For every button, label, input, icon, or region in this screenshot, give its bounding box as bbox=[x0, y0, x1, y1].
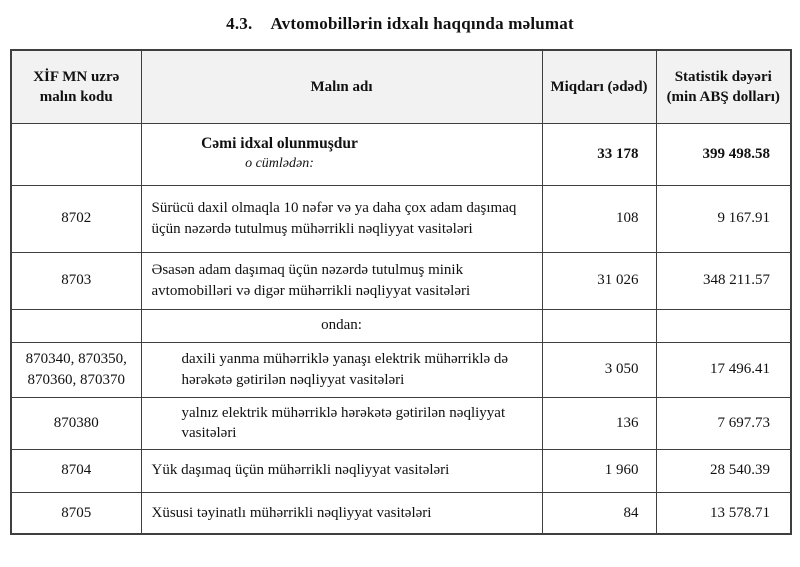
cell-value: 28 540.39 bbox=[656, 449, 791, 492]
import-table bbox=[10, 49, 792, 535]
cell-code: 8705 bbox=[11, 492, 141, 534]
table-row-total bbox=[11, 123, 791, 185]
cell-name: Xüsusi təyinatlı mühərrikli nəqliyyat vasitələri bbox=[141, 492, 542, 534]
cell-name: yalnız elektrik mühərriklə hərəkətə gətirilən nəqliyyat vasitələri bbox=[141, 397, 542, 449]
cell-name: daxili yanma mühərriklə yanaşı elektrik mühərriklə də hərəkətə gətirilən nəqliyyat vasitələri bbox=[141, 342, 542, 397]
cell-value: 13 578.71 bbox=[656, 492, 791, 534]
cell-code bbox=[11, 123, 141, 185]
cell-name: Əsasən adam daşımaq üçün nəzərdə tutulmuş minik avtomobilləri və digər mühərrikli nəqliyyat vasitələri bbox=[141, 252, 542, 309]
cell-code: 8703 bbox=[11, 252, 141, 309]
cell-code: 870340, 870350, 870360, 870370 bbox=[11, 342, 141, 397]
table-row bbox=[11, 342, 791, 397]
cell-value: 17 496.41 bbox=[656, 342, 791, 397]
cell-quantity: 1 960 bbox=[542, 449, 656, 492]
cell-quantity: 108 bbox=[542, 185, 656, 252]
total-name: Cəmi idxal olunmuşdur bbox=[201, 135, 358, 153]
page-title bbox=[0, 14, 800, 34]
cell-quantity: 84 bbox=[542, 492, 656, 534]
header-name: Malın adı bbox=[141, 50, 542, 123]
cell-value: 7 697.73 bbox=[656, 397, 791, 449]
cell-code: 8702 bbox=[11, 185, 141, 252]
cell-name: Yük daşımaq üçün mühərrikli nəqliyyat vasitələri bbox=[141, 449, 542, 492]
cell-value: 399 498.58 bbox=[656, 123, 791, 185]
cell-quantity: 3 050 bbox=[542, 342, 656, 397]
cell-value: 9 167.91 bbox=[656, 185, 791, 252]
cell-code: 870380 bbox=[11, 397, 141, 449]
header-value: Statistik dəyəri (min ABŞ dolları) bbox=[656, 50, 791, 123]
table-header-row bbox=[11, 50, 791, 123]
cell-quantity: 31 026 bbox=[542, 252, 656, 309]
cell-quantity: 33 178 bbox=[542, 123, 656, 185]
cell-code: 8704 bbox=[11, 449, 141, 492]
page-title-text: Avtomobillərin idxalı haqqında məlumat bbox=[270, 14, 574, 33]
total-subname: o cümlədən: bbox=[245, 156, 314, 172]
cell-code bbox=[11, 309, 141, 342]
table-row bbox=[11, 397, 791, 449]
table-row bbox=[11, 449, 791, 492]
header-code: XİF MN uzrə malın kodu bbox=[11, 50, 141, 123]
cell-quantity: 136 bbox=[542, 397, 656, 449]
cell-value: 348 211.57 bbox=[656, 252, 791, 309]
table-row-subheader bbox=[11, 309, 791, 342]
header-quantity: Miqdarı (ədəd) bbox=[542, 50, 656, 123]
cell-name bbox=[141, 123, 542, 185]
cell-name: Sürücü daxil olmaqla 10 nəfər və ya daha çox adam daşımaq üçün nəzərdə tutulmuş mühərrikli nəqliyyat vasitələri bbox=[141, 185, 542, 252]
cell-value bbox=[656, 309, 791, 342]
cell-quantity bbox=[542, 309, 656, 342]
section-number: 4.3. bbox=[226, 14, 253, 33]
total-name-block bbox=[142, 134, 418, 174]
table-row bbox=[11, 252, 791, 309]
cell-name: ondan: bbox=[141, 309, 542, 342]
table-row bbox=[11, 185, 791, 252]
table-row bbox=[11, 492, 791, 534]
